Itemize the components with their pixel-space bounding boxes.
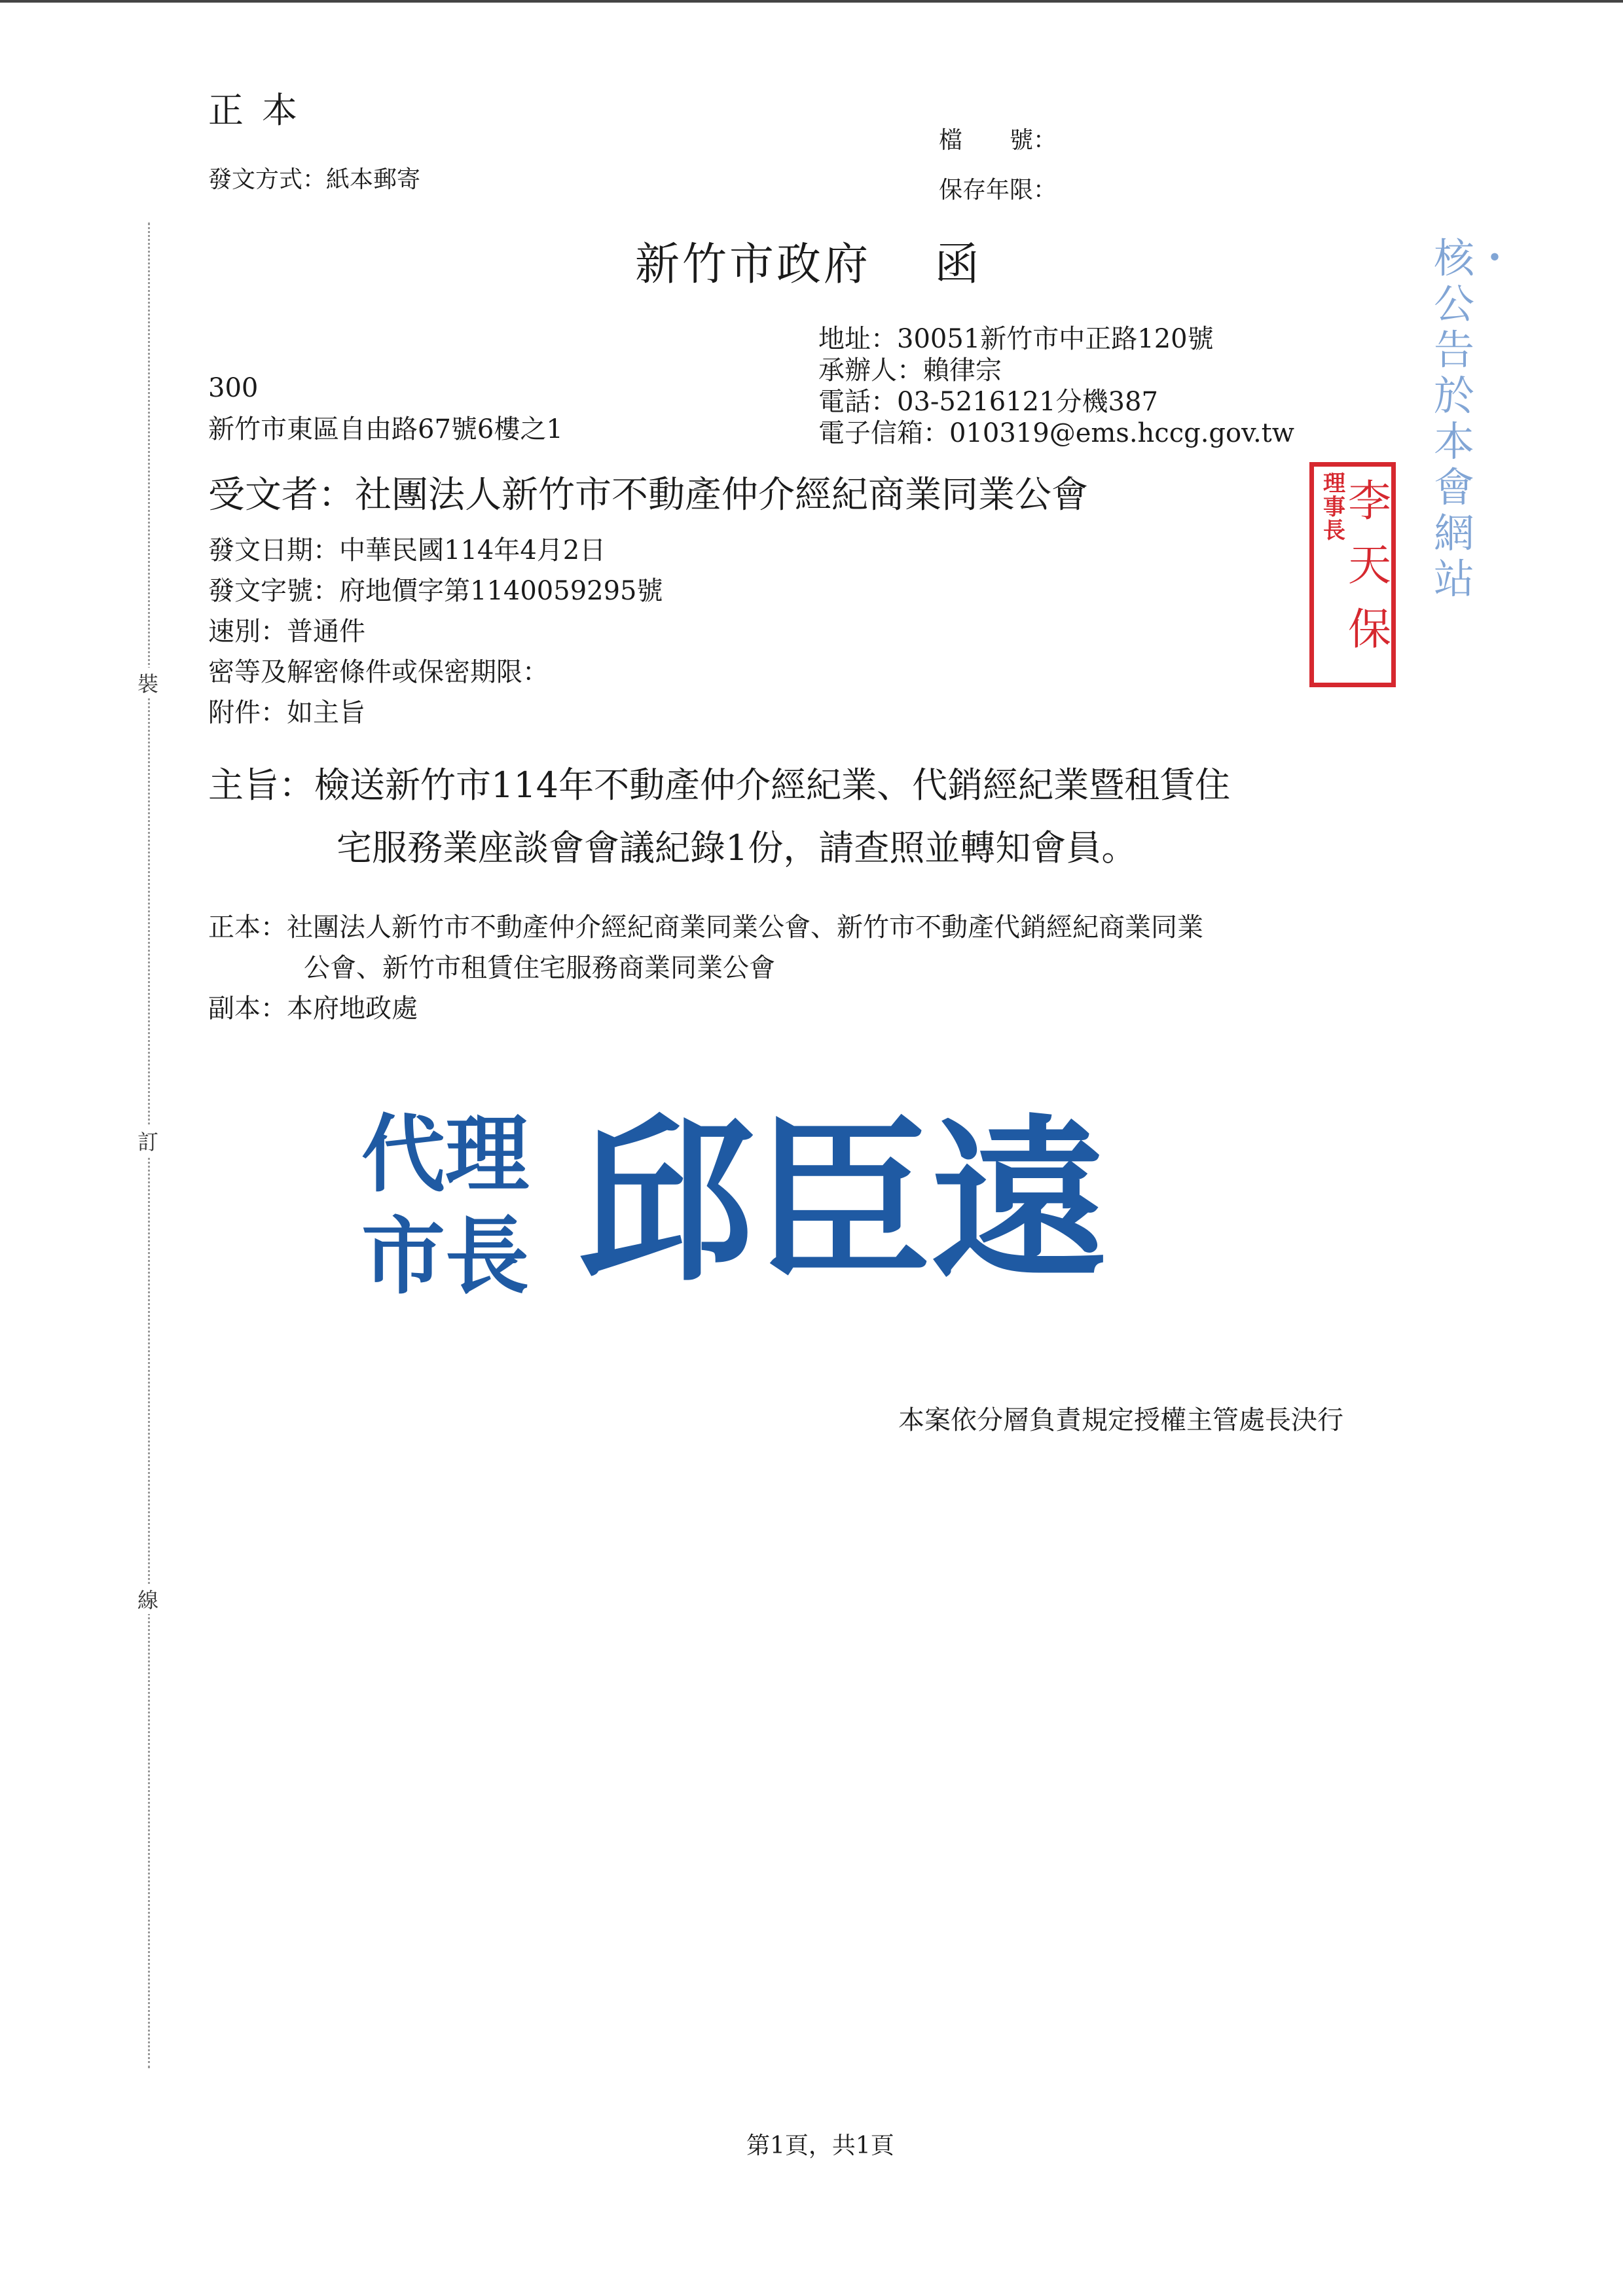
binding-mark-bottom: 線: [137, 1584, 158, 1614]
page-number: 第1頁，共1頁: [746, 2132, 894, 2159]
seal-title: 理事長: [1323, 471, 1345, 544]
announcement-stamp: 核・公告於本會網站: [1434, 234, 1516, 603]
send-method: 發文方式：紙本郵寄: [208, 166, 421, 193]
chairman-seal: [1309, 462, 1396, 687]
receiver-zip: 300: [208, 373, 259, 403]
file-number-label: 檔 號：: [939, 127, 1057, 154]
receiver-address: 新竹市東區自由路67號6樓之1: [208, 414, 563, 444]
subject-line-1: 主旨：檢送新竹市114年不動產仲介經紀業、代銷經紀業暨租賃住: [208, 764, 1231, 806]
document-title: 新竹市政府 函: [635, 239, 982, 291]
sender-info: [818, 323, 1294, 449]
mayor-signature-stamp: [361, 1086, 1147, 1322]
duplicate-recipients: 副本：本府地政處: [208, 994, 418, 1024]
retention-period-label: 保存年限：: [939, 177, 1057, 204]
page-top-edge: [0, 0, 1623, 3]
recipient: 受文者：社團法人新竹市不動產仲介經紀商業同業公會: [208, 474, 1088, 516]
subject-line-2: 宅服務業座談會會議紀錄1份，請查照並轉知會員。: [337, 827, 1137, 869]
delegation-note: 本案依分層負責規定授權主管處長決行: [898, 1405, 1343, 1435]
delivery-speed: 速別：普通件: [208, 617, 365, 647]
seal-name: 李天保: [1348, 476, 1391, 655]
binding-mark-top: 裝: [137, 668, 158, 698]
attachment: 附件：如主旨: [208, 698, 365, 728]
signature-title-bottom: 市長: [361, 1208, 530, 1306]
sender-phone: 電話：03-5216121分機387: [818, 387, 1158, 417]
copy-type: 正本: [208, 90, 316, 131]
original-recipients-line-2: 公會、新竹市租賃住宅服務商業同業公會: [304, 953, 775, 983]
distribution: [208, 907, 1203, 1029]
signature-name: 邱臣遠: [577, 1097, 1108, 1305]
confidentiality: 密等及解密條件或保密期限：: [208, 657, 549, 687]
sender-address: 地址：30051新竹市中正路120號: [818, 324, 1214, 354]
signature-title-top: 代理: [361, 1105, 530, 1204]
document-meta: [208, 530, 663, 733]
original-recipients-line-1: 正本：社團法人新竹市不動產仲介經紀商業同業公會、新竹市不動產代銷經紀商業同業: [208, 912, 1203, 942]
subject: [208, 754, 1230, 880]
document-number: 發文字號：府地價字第1140059295號: [208, 576, 663, 606]
sender-handler: 承辦人：賴律宗: [818, 355, 1002, 386]
binding-mark-middle: 訂: [137, 1126, 158, 1156]
sender-email: 電子信箱：010319@ems.hccg.gov.tw: [818, 418, 1294, 448]
issue-date: 發文日期：中華民國114年4月2日: [208, 535, 606, 565]
